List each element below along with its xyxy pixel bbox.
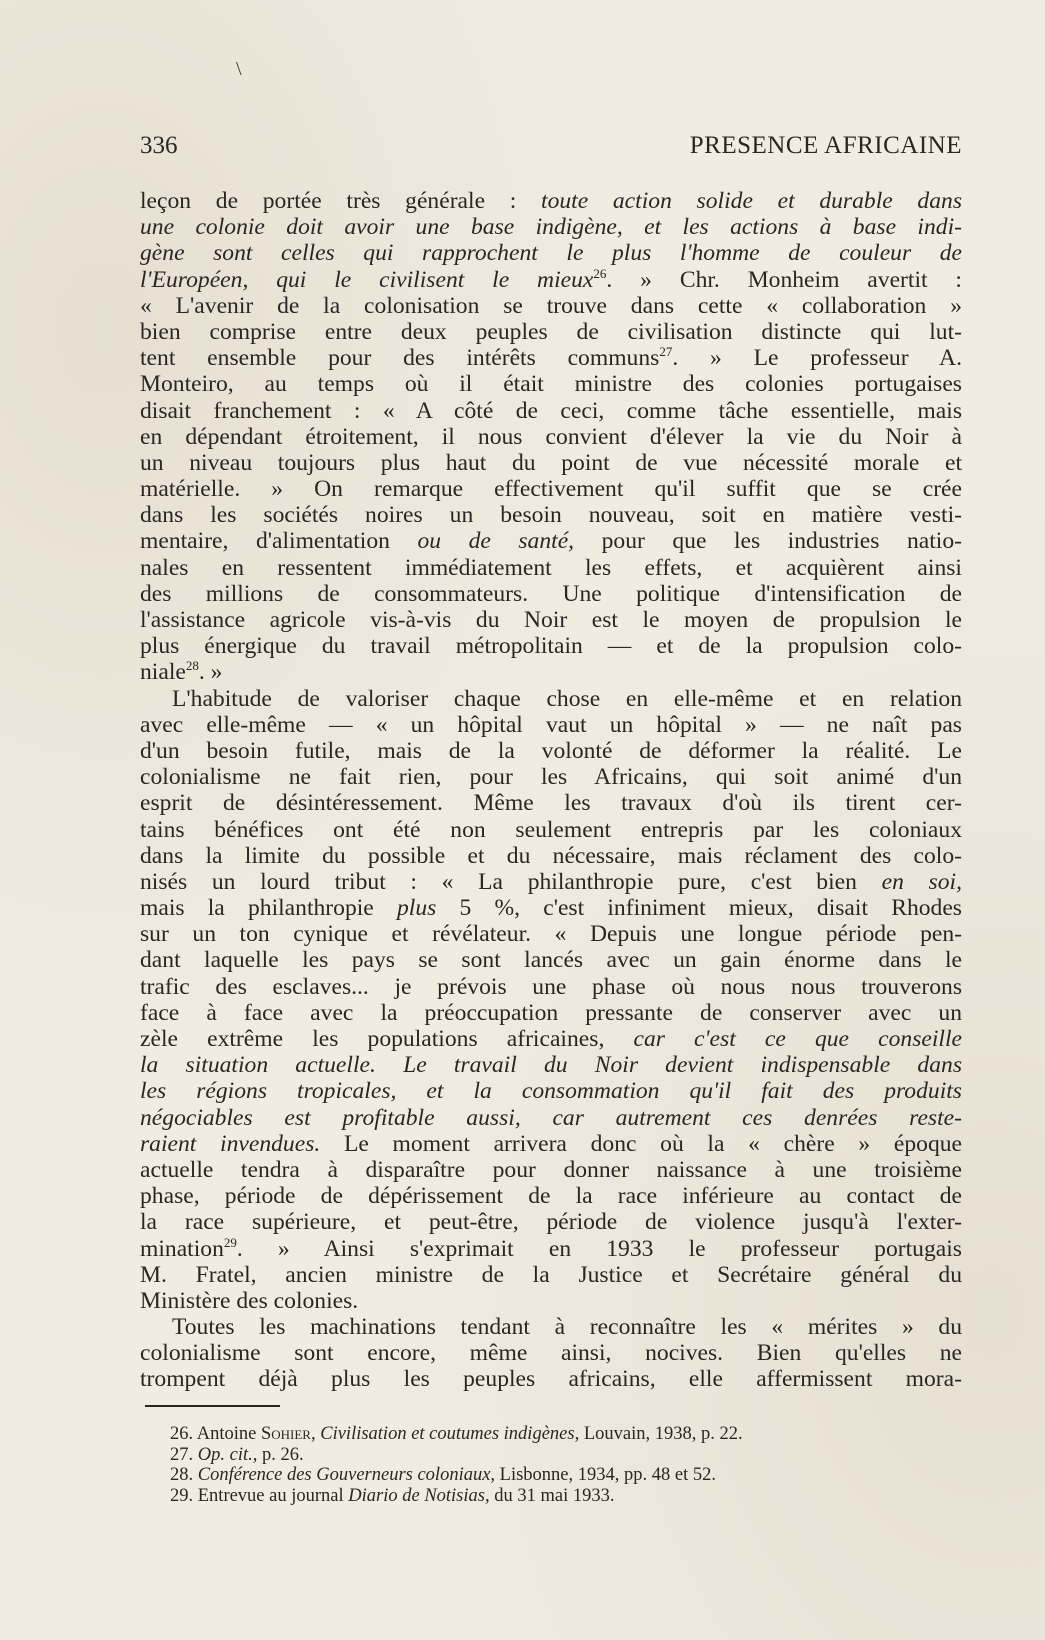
text-line: sur un ton cynique et révélateur. « Depuis une longue période pen- [140,921,962,948]
text-line: trafic des esclaves... je prévois une phase où nous nous trouverons [140,973,962,1000]
text-line: dans la limite du possible et du nécessaire, mais réclament des colo- [140,842,962,869]
text-line: Toutes les machinations tendant à reconnaître les « mérites » du [172,1314,962,1341]
text-line: un niveau toujours plus haut du point de vue nécessité morale et [140,449,962,476]
text-line: « L'avenir de la colonisation se trouve dans cette « collaboration » [140,292,962,319]
text-line: des millions de consommateurs. Une politique d'intensification de [140,580,962,607]
text-line: gène sont celles qui rapprochent le plus l'homme de couleur de [140,240,962,267]
text-line: leçon de portée très générale : toute action solide et durable dans [140,188,963,214]
text-line: les régions tropicales, et la consommation qu'il fait des produits [140,1078,962,1105]
footnote-rule [145,1405,280,1407]
text-line: l'assistance agricole vis-à-vis du Noir est le moyen de propulsion le [140,607,962,633]
text-line: face à face avec la préoccupation pressante de conserver avec un [140,999,962,1026]
text-line: matérielle. » On remarque effectivement qu'il suffit que se crée [140,476,962,503]
footnote: 26. Antoine Sohier, Civilisation et coutumes indigènes, Louvain, 1938, p. 22. [170,1424,743,1444]
text-line: colonialisme sont encore, même ainsi, nocives. Bien qu'elles ne [140,1340,962,1367]
footnote: 28. Conférence des Gouverneurs coloniaux, Lisbonne, 1934, pp. 48 et 52. [170,1465,716,1485]
text-line: nales en ressentent immédiatement les effets, et acquièrent ainsi [140,554,962,581]
text-line: bien comprise entre deux peuples de civilisation distincte qui lut- [140,318,962,345]
footnote: 27. Op. cit., p. 26. [170,1444,304,1465]
text-line: une colonie doit avoir une base indigène, et les actions à base indi- [140,214,962,241]
text-line: colonialisme ne fait rien, pour les Africains, qui soit animé d'un [140,764,962,791]
text-line: l'Européen, qui le civilisent le mieux$^{26}$. » Chr. Monheim avertit : [140,265,962,293]
text-line: trompent déjà plus les peuples africains, elle affermissent mora- [140,1366,962,1393]
text-line: en dépendant étroitement, il nous convient d'élever la vie du Noir à [140,423,962,450]
text-line: dant laquelle les pays se sont lancés avec un gain énorme dans le [140,947,962,974]
page-header [140,132,962,172]
text-line: mentaire, d'alimentation ou de santé, pour que les industries natio- [140,528,962,555]
text-line: M. Fratel, ancien ministre de la Justice et Secrétaire général du [140,1261,962,1288]
text-line: la situation actuelle. Le travail du Noir devient indispensable dans [140,1052,962,1079]
footnotes [170,1424,950,1506]
text-line: actuelle tendra à disparaître pour donner naissance à une troisième [140,1156,962,1183]
text-line: mination$^{29}$. » Ainsi s'exprimait en 1933 le professeur portugais [140,1234,962,1262]
text-line: Ministère des colonies. [140,1287,359,1314]
text-line: raient invendues. Le moment arrivera donc où la « chère » époque [140,1130,963,1157]
text-line: disait franchement : « A côté de ceci, comme tâche essentielle, mais [140,397,962,424]
text-line: phase, période de dépérissement de la race inférieure au contact de [140,1183,962,1210]
page-number: 336 [140,132,178,159]
body-text [140,188,962,1393]
footnote: 29. Entrevue au journal Diario de Notisias, du 31 mai 1933. [170,1485,615,1506]
text-line: d'un besoin futile, mais de la volonté de déformer la réalité. Le [140,737,962,764]
text-line: tains bénéfices ont été non seulement entrepris par les coloniaux [140,816,962,843]
text-line: dans les sociétés noires un besoin nouveau, soit en matière vesti- [140,502,962,529]
running-title: PRESENCE AFRICAINE [689,132,962,159]
text-line: zèle extrême les populations africaines, car c'est ce que conseille [140,1026,963,1052]
text-line: L'habitude de valoriser chaque chose en elle-même et en relation [172,685,962,712]
text-line: nisés un lourd tribut : « La philanthropie pure, c'est bien en soi, [140,868,962,895]
text-line: niale$^{28}$. » [140,658,223,686]
stray-mark: \ [236,58,242,80]
text-line: négociables est profitable aussi, car autrement ces denrées reste- [140,1104,962,1131]
text-line: la race supérieure, et peut-être, période de violence jusqu'à l'exter- [140,1209,962,1236]
text-line: esprit de désintéressement. Même les travaux d'où ils tirent cer- [140,790,962,817]
text-line: plus énergique du travail métropolitain — et de la propulsion colo- [140,633,962,660]
text-line: avec elle-même — « un hôpital vaut un hôpital » — ne naît pas [140,711,962,738]
text-line: tent ensemble pour des intérêts communs$^{27}$. » Le professeur A. [140,344,962,372]
text-line: Monteiro, au temps où il était ministre des colonies portugaises [140,371,962,398]
text-line: mais la philanthropie plus 5 %, c'est infiniment mieux, disait Rhodes [140,895,962,922]
